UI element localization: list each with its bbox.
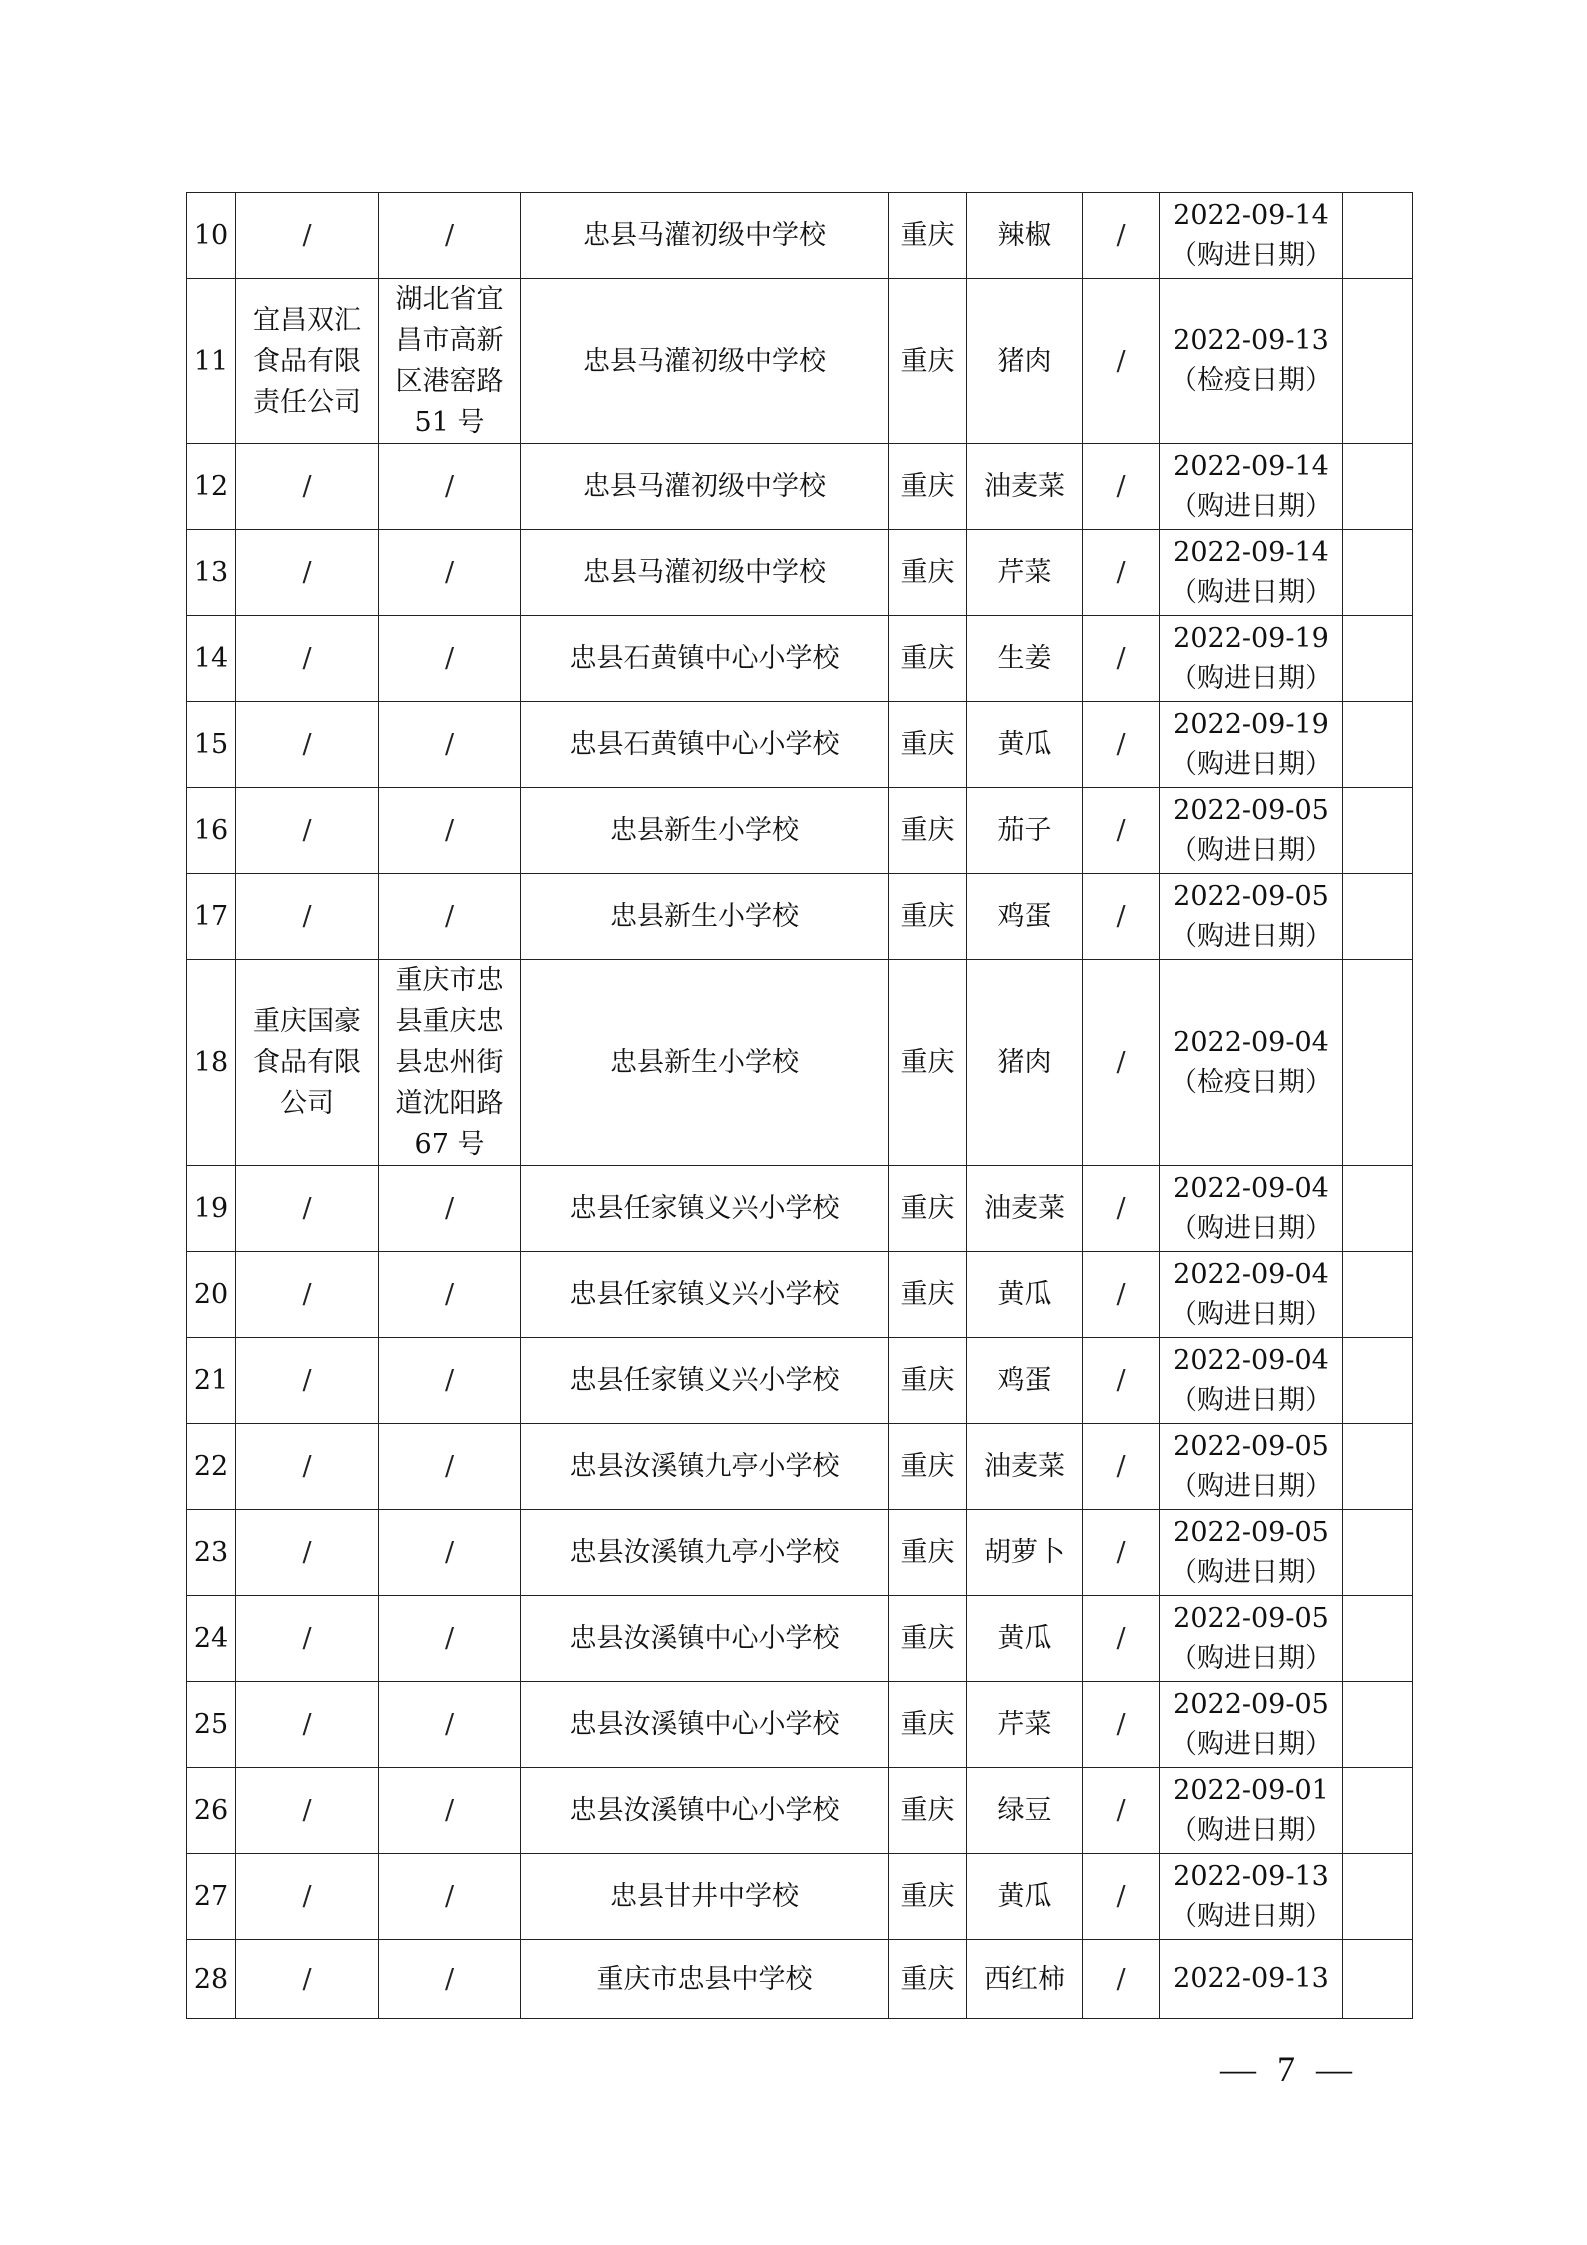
sampled-unit-cell: 忠县汝溪镇九亭小学校: [521, 1424, 889, 1510]
food-name-cell: 猪肉: [967, 960, 1083, 1166]
extra-cell: [1343, 1940, 1413, 2019]
producer-cell: /: [236, 1252, 379, 1338]
producer-cell-line: 责任公司: [253, 386, 361, 418]
producer-cell: /: [236, 1338, 379, 1424]
table-row: [187, 530, 1413, 616]
date-note: （购进日期）: [1170, 490, 1332, 522]
food-name-cell: 生姜: [967, 616, 1083, 702]
producer-cell: /: [236, 193, 379, 279]
date-value: 2022-09-19: [1173, 622, 1329, 654]
sampled-unit-cell: 忠县任家镇义兴小学校: [521, 1166, 889, 1252]
extra-cell: [1343, 1682, 1413, 1768]
region-cell: 重庆: [889, 444, 967, 530]
producer-cell: /: [236, 874, 379, 960]
date-cell: [1160, 1166, 1343, 1252]
producer-cell: /: [236, 702, 379, 788]
producer-address-cell-line: 道沈阳路: [395, 1088, 504, 1119]
region-cell: 重庆: [889, 530, 967, 616]
producer-address-cell: /: [379, 193, 521, 279]
producer-address-cell-line: 县重庆忠: [395, 1006, 504, 1037]
date-cell: [1160, 193, 1343, 279]
row-number-cell: 16: [187, 788, 236, 874]
specification-cell: /: [1083, 1596, 1160, 1682]
sampled-unit-cell: 忠县新生小学校: [521, 960, 889, 1166]
sampled-unit-cell: 忠县任家镇义兴小学校: [521, 1338, 889, 1424]
date-note: （购进日期）: [1170, 1384, 1332, 1416]
specification-cell: /: [1083, 788, 1160, 874]
row-number-cell: 20: [187, 1252, 236, 1338]
date-value: 2022-09-14: [1173, 450, 1329, 482]
region-cell: 重庆: [889, 874, 967, 960]
date-note: （购进日期）: [1170, 748, 1332, 780]
producer-address-cell: /: [379, 1940, 521, 2019]
date-note: （购进日期）: [1170, 1470, 1332, 1502]
specification-cell: /: [1083, 1682, 1160, 1768]
table-row: [187, 444, 1413, 530]
producer-address-cell: /: [379, 1768, 521, 1854]
table-row: [187, 874, 1413, 960]
date-value: 2022-09-13: [1173, 1963, 1329, 1994]
date-cell: [1160, 702, 1343, 788]
extra-cell: [1343, 960, 1413, 1166]
row-number-cell: 21: [187, 1338, 236, 1424]
food-name-cell: 茄子: [967, 788, 1083, 874]
date-value: 2022-09-05: [1173, 1602, 1329, 1634]
table-row: [187, 1596, 1413, 1682]
producer-cell: /: [236, 1854, 379, 1940]
producer-address-cell-line: 县忠州街: [395, 1047, 504, 1078]
table-row: [187, 1510, 1413, 1596]
date-note: （购进日期）: [1170, 1298, 1332, 1330]
producer-address-cell: /: [379, 1854, 521, 1940]
specification-cell: /: [1083, 1854, 1160, 1940]
region-cell: 重庆: [889, 1682, 967, 1768]
region-cell: 重庆: [889, 1338, 967, 1424]
row-number-cell: 27: [187, 1854, 236, 1940]
date-cell: [1160, 1854, 1343, 1940]
table-row: [187, 1854, 1413, 1940]
date-note: （购进日期）: [1170, 576, 1332, 608]
row-number-cell: 24: [187, 1596, 236, 1682]
specification-cell: /: [1083, 616, 1160, 702]
producer-address-cell: /: [379, 1166, 521, 1252]
sampled-unit-cell: 忠县石黄镇中心小学校: [521, 616, 889, 702]
producer-address-cell: /: [379, 874, 521, 960]
region-cell: 重庆: [889, 788, 967, 874]
row-number-cell: 10: [187, 193, 236, 279]
date-note: （检疫日期）: [1170, 1066, 1332, 1098]
table-row: [187, 1252, 1413, 1338]
date-cell: [1160, 1596, 1343, 1682]
producer-cell: /: [236, 1682, 379, 1768]
date-value: 2022-09-05: [1173, 1688, 1329, 1720]
date-note: （检疫日期）: [1170, 365, 1332, 396]
table-row: [187, 616, 1413, 702]
food-name-cell: 芹菜: [967, 530, 1083, 616]
producer-cell: /: [236, 530, 379, 616]
producer-cell-line: 食品有限: [253, 345, 361, 377]
row-number-cell: 13: [187, 530, 236, 616]
date-value: 2022-09-04: [1173, 1344, 1329, 1376]
table-row: [187, 1166, 1413, 1252]
sampled-unit-cell: 忠县马灌初级中学校: [521, 444, 889, 530]
row-number-cell: 14: [187, 616, 236, 702]
date-note: （购进日期）: [1170, 1728, 1332, 1760]
producer-cell: /: [236, 1940, 379, 2019]
region-cell: 重庆: [889, 1424, 967, 1510]
row-number-cell: 11: [187, 279, 236, 444]
row-number-cell: 28: [187, 1940, 236, 2019]
table-row: [187, 702, 1413, 788]
food-name-cell: 辣椒: [967, 193, 1083, 279]
specification-cell: /: [1083, 1510, 1160, 1596]
date-value: 2022-09-14: [1173, 536, 1329, 568]
date-cell: [1160, 1252, 1343, 1338]
food-name-cell: 绿豆: [967, 1768, 1083, 1854]
region-cell: 重庆: [889, 1166, 967, 1252]
food-name-cell: 黄瓜: [967, 1854, 1083, 1940]
producer-address-cell: /: [379, 1682, 521, 1768]
region-cell: 重庆: [889, 279, 967, 444]
region-cell: 重庆: [889, 1510, 967, 1596]
date-cell: [1160, 1338, 1343, 1424]
sampled-unit-cell: 忠县甘井中学校: [521, 1854, 889, 1940]
region-cell: 重庆: [889, 702, 967, 788]
row-number-cell: 17: [187, 874, 236, 960]
producer-cell-line: 食品有限: [253, 1047, 361, 1078]
date-cell: [1160, 279, 1343, 444]
date-cell: [1160, 788, 1343, 874]
date-note: （购进日期）: [1170, 1212, 1332, 1244]
producer-address-cell: [379, 279, 521, 444]
row-number-cell: 22: [187, 1424, 236, 1510]
table-row: [187, 1768, 1413, 1854]
table-row: [187, 1424, 1413, 1510]
food-name-cell: 油麦菜: [967, 444, 1083, 530]
producer-address-cell-line: 67 号: [414, 1129, 485, 1160]
specification-cell: /: [1083, 1768, 1160, 1854]
producer-address-cell: /: [379, 1510, 521, 1596]
producer-address-cell-line: 51 号: [414, 407, 485, 438]
table-row: [187, 960, 1413, 1166]
date-cell: [1160, 1768, 1343, 1854]
specification-cell: /: [1083, 1252, 1160, 1338]
date-cell: [1160, 874, 1343, 960]
date-cell: [1160, 960, 1343, 1166]
date-note: （购进日期）: [1170, 662, 1332, 694]
date-note: （购进日期）: [1170, 834, 1332, 866]
date-cell: [1160, 530, 1343, 616]
extra-cell: [1343, 1424, 1413, 1510]
specification-cell: /: [1083, 1940, 1160, 2019]
specification-cell: /: [1083, 960, 1160, 1166]
specification-cell: /: [1083, 1338, 1160, 1424]
food-name-cell: 油麦菜: [967, 1424, 1083, 1510]
extra-cell: [1343, 444, 1413, 530]
producer-cell: /: [236, 616, 379, 702]
date-cell: [1160, 1940, 1343, 2019]
producer-address-cell: [379, 960, 521, 1166]
producer-address-cell: /: [379, 702, 521, 788]
producer-address-cell-line: 湖北省宜: [395, 284, 504, 315]
producer-address-cell: /: [379, 1596, 521, 1682]
producer-cell: /: [236, 1768, 379, 1854]
date-value: 2022-09-13: [1173, 325, 1329, 356]
date-value: 2022-09-14: [1173, 199, 1329, 231]
date-value: 2022-09-05: [1173, 794, 1329, 826]
food-name-cell: 黄瓜: [967, 1252, 1083, 1338]
extra-cell: [1343, 1854, 1413, 1940]
sampled-unit-cell: 忠县马灌初级中学校: [521, 279, 889, 444]
sampled-unit-cell: 忠县汝溪镇中心小学校: [521, 1596, 889, 1682]
food-name-cell: 西红柿: [967, 1940, 1083, 2019]
food-name-cell: 鸡蛋: [967, 1338, 1083, 1424]
row-number-cell: 23: [187, 1510, 236, 1596]
extra-cell: [1343, 788, 1413, 874]
extra-cell: [1343, 1338, 1413, 1424]
region-cell: 重庆: [889, 1596, 967, 1682]
specification-cell: /: [1083, 530, 1160, 616]
date-note: （购进日期）: [1170, 920, 1332, 952]
producer-address-cell-line: 重庆市忠: [395, 965, 504, 996]
date-cell: [1160, 1510, 1343, 1596]
date-value: 2022-09-05: [1173, 880, 1329, 912]
producer-cell: /: [236, 788, 379, 874]
producer-address-cell: /: [379, 444, 521, 530]
sampled-unit-cell: 忠县汝溪镇九亭小学校: [521, 1510, 889, 1596]
region-cell: 重庆: [889, 1252, 967, 1338]
region-cell: 重庆: [889, 1768, 967, 1854]
specification-cell: /: [1083, 1166, 1160, 1252]
region-cell: 重庆: [889, 616, 967, 702]
sampled-unit-cell: 忠县石黄镇中心小学校: [521, 702, 889, 788]
producer-cell: /: [236, 1510, 379, 1596]
producer-cell: [236, 279, 379, 444]
producer-address-cell: /: [379, 1252, 521, 1338]
food-name-cell: 黄瓜: [967, 702, 1083, 788]
food-name-cell: 鸡蛋: [967, 874, 1083, 960]
date-note: （购进日期）: [1170, 1814, 1332, 1846]
date-value: 2022-09-13: [1173, 1860, 1329, 1892]
producer-cell-line: 重庆国豪: [253, 1006, 361, 1037]
table-row: [187, 1682, 1413, 1768]
date-note: （购进日期）: [1170, 1900, 1332, 1932]
date-value: 2022-09-05: [1173, 1516, 1329, 1548]
extra-cell: [1343, 1510, 1413, 1596]
extra-cell: [1343, 1768, 1413, 1854]
region-cell: 重庆: [889, 1854, 967, 1940]
producer-address-cell-line: 昌市高新: [395, 325, 504, 356]
sampled-unit-cell: 忠县马灌初级中学校: [521, 530, 889, 616]
sampled-unit-cell: 忠县任家镇义兴小学校: [521, 1252, 889, 1338]
date-value: 2022-09-04: [1173, 1172, 1329, 1204]
date-cell: [1160, 1682, 1343, 1768]
date-note: （购进日期）: [1170, 1556, 1332, 1588]
extra-cell: [1343, 193, 1413, 279]
sampled-unit-cell: 忠县新生小学校: [521, 788, 889, 874]
food-name-cell: 油麦菜: [967, 1166, 1083, 1252]
extra-cell: [1343, 702, 1413, 788]
specification-cell: /: [1083, 279, 1160, 444]
extra-cell: [1343, 874, 1413, 960]
date-note: （购进日期）: [1170, 1642, 1332, 1674]
date-cell: [1160, 444, 1343, 530]
specification-cell: /: [1083, 874, 1160, 960]
sampling-results-table: [186, 192, 1413, 2019]
producer-cell-line: 宜昌双汇: [253, 304, 361, 336]
region-cell: 重庆: [889, 193, 967, 279]
food-name-cell: 黄瓜: [967, 1596, 1083, 1682]
extra-cell: [1343, 616, 1413, 702]
date-note: （购进日期）: [1170, 239, 1332, 271]
table-row: [187, 1338, 1413, 1424]
sampled-unit-cell: 忠县新生小学校: [521, 874, 889, 960]
table-row: [187, 279, 1413, 444]
food-name-cell: 芹菜: [967, 1682, 1083, 1768]
row-number-cell: 25: [187, 1682, 236, 1768]
sampled-unit-cell: 忠县马灌初级中学校: [521, 193, 889, 279]
table-row: [187, 788, 1413, 874]
date-value: 2022-09-04: [1173, 1258, 1329, 1290]
producer-cell: /: [236, 1424, 379, 1510]
producer-address-cell-line: 区港窑路: [395, 366, 504, 397]
producer-address-cell: /: [379, 1424, 521, 1510]
sampled-unit-cell: 重庆市忠县中学校: [521, 1940, 889, 2019]
specification-cell: /: [1083, 444, 1160, 530]
page-number: — 7 —: [1220, 2049, 1358, 2089]
row-number-cell: 15: [187, 702, 236, 788]
row-number-cell: 18: [187, 960, 236, 1166]
date-value: 2022-09-05: [1173, 1430, 1329, 1462]
producer-cell: /: [236, 444, 379, 530]
sampled-unit-cell: 忠县汝溪镇中心小学校: [521, 1682, 889, 1768]
producer-address-cell: /: [379, 788, 521, 874]
producer-cell: /: [236, 1596, 379, 1682]
date-value: 2022-09-01: [1173, 1774, 1329, 1806]
extra-cell: [1343, 1596, 1413, 1682]
specification-cell: /: [1083, 1424, 1160, 1510]
region-cell: 重庆: [889, 1940, 967, 2019]
date-value: 2022-09-04: [1173, 1026, 1329, 1058]
row-number-cell: 19: [187, 1166, 236, 1252]
specification-cell: /: [1083, 702, 1160, 788]
food-name-cell: 猪肉: [967, 279, 1083, 444]
row-number-cell: 26: [187, 1768, 236, 1854]
extra-cell: [1343, 1166, 1413, 1252]
extra-cell: [1343, 1252, 1413, 1338]
producer-address-cell: /: [379, 530, 521, 616]
date-cell: [1160, 1424, 1343, 1510]
table-row: [187, 193, 1413, 279]
producer-cell: [236, 960, 379, 1166]
date-cell: [1160, 616, 1343, 702]
extra-cell: [1343, 279, 1413, 444]
producer-address-cell: /: [379, 616, 521, 702]
table-row: [187, 1940, 1413, 2019]
extra-cell: [1343, 530, 1413, 616]
producer-address-cell: /: [379, 1338, 521, 1424]
producer-cell: /: [236, 1166, 379, 1252]
food-name-cell: 胡萝卜: [967, 1510, 1083, 1596]
row-number-cell: 12: [187, 444, 236, 530]
region-cell: 重庆: [889, 960, 967, 1166]
specification-cell: /: [1083, 193, 1160, 279]
producer-cell-line: 公司: [280, 1088, 334, 1119]
date-value: 2022-09-19: [1173, 708, 1329, 740]
sampled-unit-cell: 忠县汝溪镇中心小学校: [521, 1768, 889, 1854]
